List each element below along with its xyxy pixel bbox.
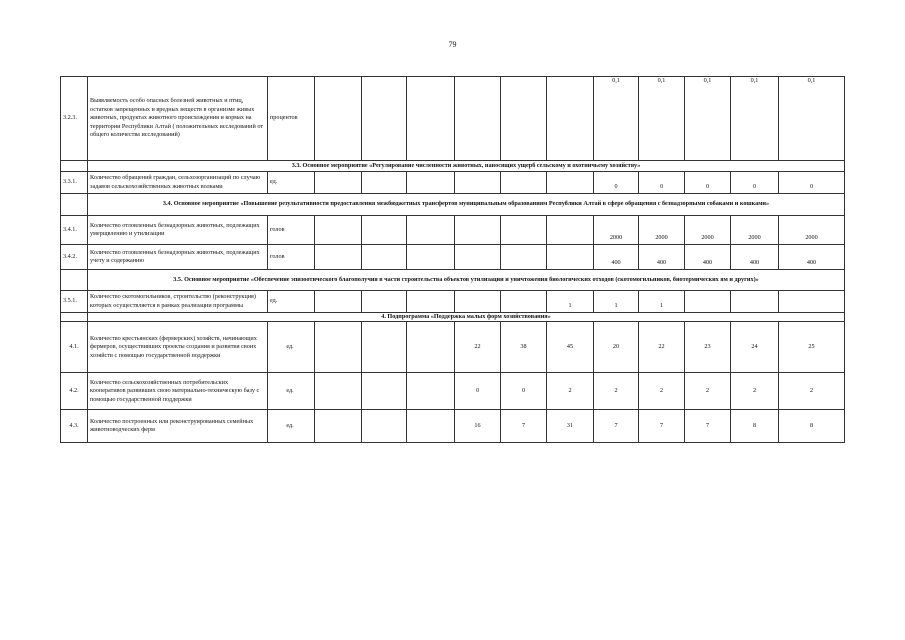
value-cell bbox=[362, 410, 407, 443]
value-cell bbox=[362, 172, 407, 194]
value-cell: 2000 bbox=[639, 216, 685, 245]
section-code-cell bbox=[61, 313, 88, 322]
value-cell: 2000 bbox=[779, 216, 845, 245]
value-cell: 22 bbox=[455, 322, 501, 373]
value-cell: 38 bbox=[501, 322, 547, 373]
indicator-name: Количество сельскохозяйственных потребительских кооперативов развивших свою материально-техническую базу с помощью государственной поддержки bbox=[88, 373, 268, 410]
value-cell: 0,1 bbox=[779, 77, 845, 161]
value-cell: 2 bbox=[779, 373, 845, 410]
section-row bbox=[61, 194, 845, 216]
indicator-row bbox=[61, 410, 845, 443]
value-cell: 0 bbox=[594, 172, 639, 194]
value-cell: 7 bbox=[501, 410, 547, 443]
value-cell bbox=[315, 373, 362, 410]
value-cell: 20 bbox=[594, 322, 639, 373]
value-cell bbox=[455, 291, 501, 313]
value-cell: 0 bbox=[501, 373, 547, 410]
value-cell: 2 bbox=[594, 373, 639, 410]
value-cell: 400 bbox=[731, 245, 779, 270]
value-cell bbox=[407, 77, 455, 161]
section-code-cell bbox=[61, 194, 88, 216]
indicator-row bbox=[61, 373, 845, 410]
value-cell bbox=[407, 291, 455, 313]
value-cell bbox=[407, 216, 455, 245]
value-cell bbox=[455, 77, 501, 161]
value-cell bbox=[501, 216, 547, 245]
value-cell bbox=[407, 373, 455, 410]
indicators-table bbox=[60, 76, 845, 443]
value-cell: 7 bbox=[639, 410, 685, 443]
value-cell bbox=[731, 291, 779, 313]
indicator-code: 4.2. bbox=[61, 373, 88, 410]
indicator-row bbox=[61, 216, 845, 245]
value-cell: 22 bbox=[639, 322, 685, 373]
section-row bbox=[61, 270, 845, 291]
value-cell bbox=[547, 216, 594, 245]
value-cell bbox=[455, 216, 501, 245]
indicator-unit: ед. bbox=[268, 291, 315, 313]
indicator-name: Выявляемость особо опасных болезней животных и птиц, остатков запрещенных и вредных веществ в организме живых животных, продуктах животного происхождения и кормах на территории Республики Алтай ( положительных исследований от общего количества исследований) bbox=[88, 77, 268, 161]
indicator-name: Количество крестьянских (фермерских) хозяйств, начинающих фермеров, осуществивших проекты создания и развития своих хозяйств с помощью государственной поддержки bbox=[88, 322, 268, 373]
page-number: 79 bbox=[448, 40, 457, 49]
indicator-name: Количество скотомогильников, строительство (реконструкция) которых осуществляется в рамках реализации программы bbox=[88, 291, 268, 313]
value-cell: 400 bbox=[779, 245, 845, 270]
value-cell: 0,1 bbox=[639, 77, 685, 161]
value-cell: 2000 bbox=[594, 216, 639, 245]
indicator-row bbox=[61, 172, 845, 194]
value-cell bbox=[407, 410, 455, 443]
value-cell: 0,1 bbox=[594, 77, 639, 161]
indicator-unit: голов bbox=[268, 216, 315, 245]
value-cell: 45 bbox=[547, 322, 594, 373]
indicator-unit: ед. bbox=[268, 373, 315, 410]
value-cell bbox=[315, 216, 362, 245]
value-cell bbox=[362, 77, 407, 161]
value-cell bbox=[315, 322, 362, 373]
value-cell: 16 bbox=[455, 410, 501, 443]
value-cell bbox=[685, 291, 731, 313]
indicator-code: 3.4.2. bbox=[61, 245, 88, 270]
value-cell bbox=[362, 373, 407, 410]
section-title: 3.4. Основное мероприятие «Повышение результативности предоставления межбюджетных трансфертов муниципальным образованиям Республики Алтай в сфере обращения с безнадзорными собаками и кошками» bbox=[88, 194, 845, 216]
value-cell: 1 bbox=[594, 291, 639, 313]
value-cell bbox=[501, 245, 547, 270]
value-cell: 2000 bbox=[731, 216, 779, 245]
value-cell: 0 bbox=[455, 373, 501, 410]
value-cell bbox=[547, 77, 594, 161]
value-cell: 0,1 bbox=[731, 77, 779, 161]
value-cell: 31 bbox=[547, 410, 594, 443]
value-cell bbox=[407, 322, 455, 373]
indicator-name: Количество построенных или реконструированных семейных животноводческих ферм bbox=[88, 410, 268, 443]
value-cell: 0,1 bbox=[685, 77, 731, 161]
section-row bbox=[61, 313, 845, 322]
value-cell bbox=[315, 172, 362, 194]
indicator-name: Количество отловленных безнадзорных животных, подлежащих учету и содержанию bbox=[88, 245, 268, 270]
indicator-code: 4.1. bbox=[61, 322, 88, 373]
value-cell: 0 bbox=[731, 172, 779, 194]
value-cell bbox=[407, 245, 455, 270]
value-cell: 2000 bbox=[685, 216, 731, 245]
value-cell: 0 bbox=[685, 172, 731, 194]
section-title: 4. Подпрограмма «Поддержка малых форм хозяйствования» bbox=[88, 313, 845, 322]
value-cell: 25 bbox=[779, 322, 845, 373]
indicator-unit: ед. bbox=[268, 172, 315, 194]
value-cell: 400 bbox=[639, 245, 685, 270]
indicator-row bbox=[61, 291, 845, 313]
indicator-row bbox=[61, 77, 845, 161]
value-cell bbox=[455, 172, 501, 194]
section-title: 3.5. Основное мероприятие «Обеспечение эпизоотического благополучия в части строительства объектов утилизации и уничтожения биологических отходов (скотомогильников, биотермических ям и других)» bbox=[88, 270, 845, 291]
section-code-cell bbox=[61, 161, 88, 172]
value-cell: 1 bbox=[547, 291, 594, 313]
value-cell bbox=[547, 245, 594, 270]
indicator-row bbox=[61, 245, 845, 270]
value-cell bbox=[315, 245, 362, 270]
section-code-cell bbox=[61, 270, 88, 291]
indicator-code: 4.3. bbox=[61, 410, 88, 443]
indicator-unit: ед. bbox=[268, 322, 315, 373]
indicator-code: 3.5.1. bbox=[61, 291, 88, 313]
indicator-row bbox=[61, 322, 845, 373]
indicator-code: 3.2.3. bbox=[61, 77, 88, 161]
value-cell: 2 bbox=[685, 373, 731, 410]
value-cell bbox=[315, 291, 362, 313]
value-cell: 24 bbox=[731, 322, 779, 373]
value-cell: 8 bbox=[731, 410, 779, 443]
indicator-code: 3.3.1. bbox=[61, 172, 88, 194]
value-cell: 2 bbox=[639, 373, 685, 410]
value-cell: 8 bbox=[779, 410, 845, 443]
indicator-unit: процентов bbox=[268, 77, 315, 161]
indicator-name: Количество обращений граждан, сельхозорганизаций по случаю задавов сельскохозяйственных животных волками bbox=[88, 172, 268, 194]
value-cell: 1 bbox=[639, 291, 685, 313]
value-cell: 7 bbox=[685, 410, 731, 443]
value-cell bbox=[455, 245, 501, 270]
value-cell bbox=[501, 172, 547, 194]
value-cell bbox=[315, 410, 362, 443]
value-cell bbox=[362, 245, 407, 270]
value-cell bbox=[501, 291, 547, 313]
value-cell bbox=[362, 216, 407, 245]
value-cell bbox=[547, 172, 594, 194]
section-row bbox=[61, 161, 845, 172]
value-cell: 400 bbox=[594, 245, 639, 270]
value-cell bbox=[501, 77, 547, 161]
value-cell: 2 bbox=[731, 373, 779, 410]
value-cell: 400 bbox=[685, 245, 731, 270]
value-cell bbox=[362, 322, 407, 373]
value-cell: 0 bbox=[779, 172, 845, 194]
value-cell: 2 bbox=[547, 373, 594, 410]
value-cell bbox=[362, 291, 407, 313]
indicator-unit: голов bbox=[268, 245, 315, 270]
value-cell bbox=[779, 291, 845, 313]
section-title: 3.3. Основное мероприятие «Регулирование численности животных, наносящих ущерб сельскому и охотничьему хозяйству» bbox=[88, 161, 845, 172]
value-cell: 7 bbox=[594, 410, 639, 443]
value-cell: 0 bbox=[639, 172, 685, 194]
value-cell: 23 bbox=[685, 322, 731, 373]
value-cell bbox=[407, 172, 455, 194]
indicator-unit: ед. bbox=[268, 410, 315, 443]
value-cell bbox=[315, 77, 362, 161]
indicator-code: 3.4.1. bbox=[61, 216, 88, 245]
indicator-name: Количество отловленных безнадзорных животных, подлежащих умерщвлению и утилизации bbox=[88, 216, 268, 245]
